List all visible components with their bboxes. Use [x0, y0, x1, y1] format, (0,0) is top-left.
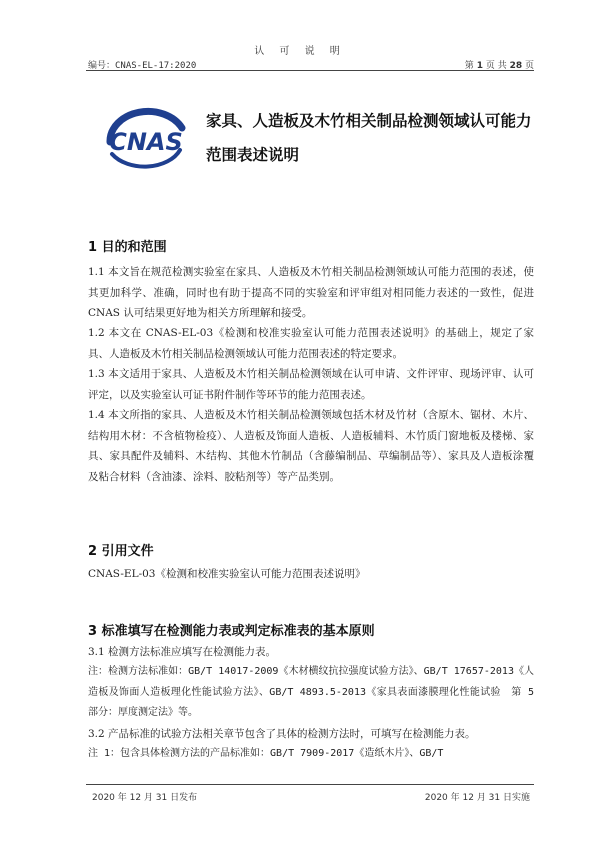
document-title: 家具、人造板及木竹相关制品检测领域认可能力范围表述说明: [206, 112, 532, 164]
para-1-1: 1.1 本文旨在规范检测实验室在家具、人造板及木竹相关制品检测领域认可能力范围的表述，使其更加科学、准确，同时也有助于提高不同的实验室和评审组对相同能力表述的一致性，促进 CNAS 认可结果更好地为相关方所理解和接受。: [88, 266, 534, 319]
para-3-note: 注：检测方法标准如：GB/T 14017-2009《木材横纹抗拉强度试验方法》、GB/T 17657-2013《人造板及饰面人造板理化性能试验方法》、GB/T 4893.5-2013《家具表面漆膜理化性能试验 第 5 部分：厚度测定法》等。: [88, 666, 534, 718]
para-1-2: 1.2 本文在 CNAS-EL-03《检测和校准实验室认可能力范围表述说明》的基础上，规定了家具、人造板及木竹相关制品检测领域认可能力范围表述的特定要求。: [88, 327, 534, 360]
page-info-prefix: 第: [464, 61, 474, 71]
effective-date: 2020 年 12 月 31 日实施: [424, 793, 530, 803]
header-rule: [86, 70, 534, 71]
para-3-1: 3.1 检测方法标准应填写在检测能力表。: [88, 646, 277, 658]
page-total: 28: [509, 61, 523, 71]
section-heading-3: 3 标准填写在检测能力表或判定标准表的基本原则: [88, 624, 375, 639]
footer-rule: [86, 784, 534, 785]
para-1-4: 1.4 本文所指的家具、人造板及木竹相关制品检测领域包括木材及竹材（含原木、锯材、木片、结构用木材：不含植物检疫）、人造板及饰面人造板、人造板辅料、木竹质门窗地板及楼梯、家具、家具配件及辅料、木结构、其他木竹制品（含藤编制品、草编制品等）、家具及人造板涂覆及粘合材料（含油漆、涂料、胶粘剂等）等产品类别。: [88, 409, 534, 483]
section-heading-1: 1 目的和范围: [88, 240, 167, 255]
issue-date: 2020 年 12 月 31 日发布: [92, 793, 198, 803]
header-title: 认 可 说 明: [254, 46, 346, 57]
doc-number: 编号：CNAS-EL-17:2020: [88, 61, 197, 71]
section-heading-2: 2 引用文件: [88, 544, 154, 559]
page-current: 1: [476, 61, 483, 71]
logo-text: CNAS: [109, 128, 183, 156]
cnas-logo: [96, 106, 196, 170]
para-1-3: 1.3 本文适用于家具、人造板及木竹相关制品检测领域在认可申请、文件评审、现场评审、认可评定，以及实验室认可证书附件制作等环节的能力范围表述。: [88, 368, 534, 401]
para-2-1: CNAS-EL-03《检测和校准实验室认可能力范围表述说明》: [88, 568, 366, 580]
page-info-mid: 页 共: [485, 61, 507, 71]
page-info-suffix: 页: [524, 61, 534, 71]
para-3-note-1: 注 1：包含具体检测方法的产品标准如：GB/T 7909-2017《造纸木片》、GB/T: [88, 748, 444, 759]
para-3-2: 3.2 产品标准的试验方法相关章节包含了具体的检测方法时，可填写在检测能力表。: [88, 728, 476, 740]
